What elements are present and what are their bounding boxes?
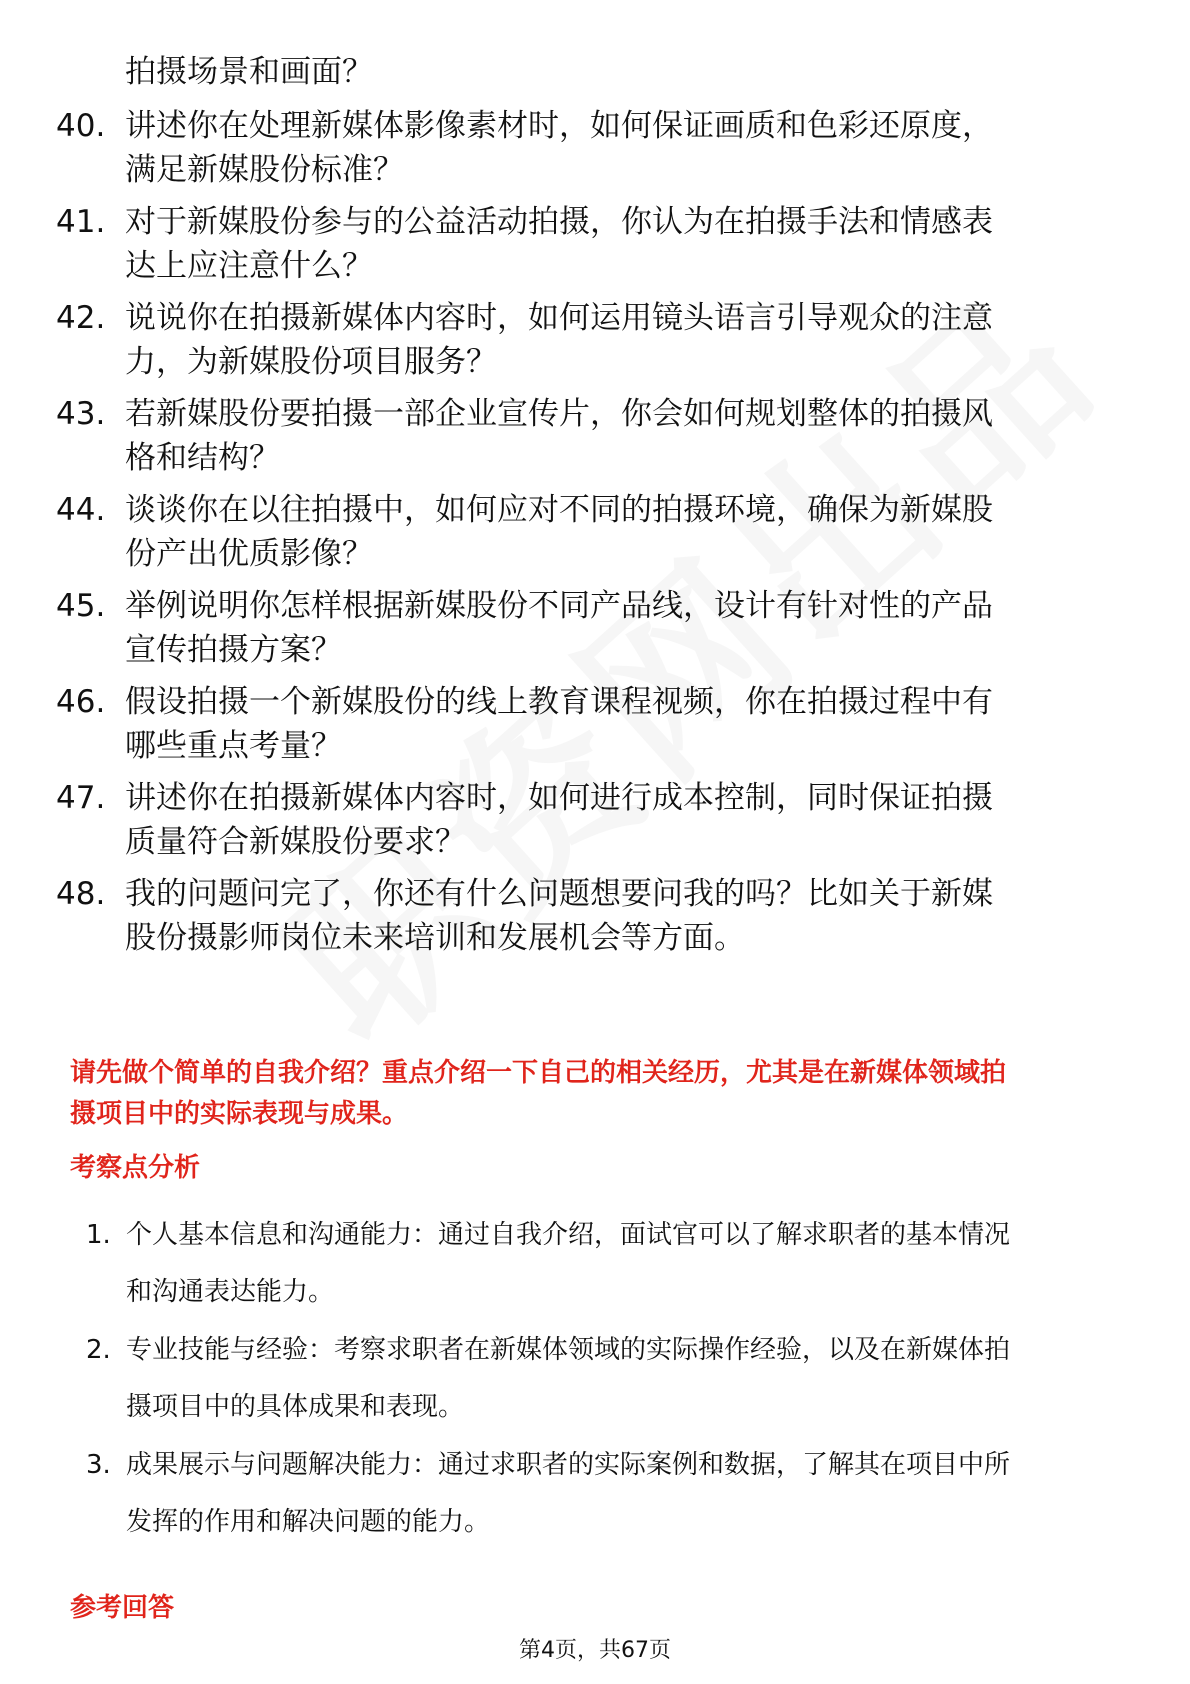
highlight-question-line: 摄项目中的实际表现与成果。 bbox=[70, 1099, 409, 1129]
analysis-line: 摄项目中的具体成果和表现。 bbox=[126, 1392, 465, 1422]
analysis-line: 和沟通表达能力。 bbox=[126, 1277, 335, 1307]
analysis-line: 成果展示与问题解决能力：通过求职者的实际案例和数据，了解其在项目中所 bbox=[126, 1450, 1011, 1480]
question-number: 47. bbox=[56, 780, 106, 816]
question-text bbox=[125, 680, 1125, 768]
question-number: 46. bbox=[56, 684, 106, 720]
question-line: 达上应注意什么？ bbox=[125, 248, 373, 284]
question-line: 份产出优质影像？ bbox=[125, 536, 373, 572]
analysis-line: 专业技能与经验：考察求职者在新媒体领域的实际操作经验，以及在新媒体拍 bbox=[126, 1335, 1011, 1365]
analysis-line: 个人基本信息和沟通能力：通过自我介绍，面试官可以了解求职者的基本情况 bbox=[126, 1220, 1011, 1250]
question-text bbox=[125, 872, 1125, 960]
question-line: 满足新媒股份标准？ bbox=[125, 152, 404, 188]
analysis-number: 1. bbox=[86, 1220, 111, 1250]
highlight-question-line: 请先做个简单的自我介绍？重点介绍一下自己的相关经历，尤其是在新媒体领域拍 bbox=[70, 1058, 1007, 1088]
question-text bbox=[125, 392, 1125, 480]
question-line: 谈谈你在以往拍摄中，如何应对不同的拍摄环境，确保为新媒股 bbox=[125, 492, 993, 528]
question-text bbox=[125, 776, 1125, 864]
question-line: 股份摄影师岗位未来培训和发展机会等方面。 bbox=[125, 920, 745, 956]
question-number: 45. bbox=[56, 588, 106, 624]
question-number: 42. bbox=[56, 300, 106, 336]
question-number: 40. bbox=[56, 108, 106, 144]
question-line: 说说你在拍摄新媒体内容时，如何运用镜头语言引导观众的注意 bbox=[125, 300, 993, 336]
question-text bbox=[125, 200, 1125, 288]
question-line: 哪些重点考量？ bbox=[125, 728, 342, 764]
question-number: 41. bbox=[56, 204, 106, 240]
question-text bbox=[125, 584, 1125, 672]
question-text bbox=[125, 488, 1125, 576]
page-footer: 第4页，共67页 bbox=[519, 1638, 671, 1663]
highlight-question bbox=[70, 1053, 1130, 1135]
reference-answer-title: 参考回答 bbox=[70, 1593, 175, 1623]
question-text bbox=[125, 296, 1125, 384]
question-line: 质量符合新媒股份要求？ bbox=[125, 824, 466, 860]
analysis-number: 2. bbox=[86, 1335, 111, 1365]
question-line: 格和结构？ bbox=[125, 440, 280, 476]
analysis-title: 考察点分析 bbox=[70, 1153, 201, 1183]
continued-question-line: 拍摄场景和画面？ bbox=[125, 54, 373, 90]
question-line: 若新媒股份要拍摄一部企业宣传片，你会如何规划整体的拍摄风 bbox=[125, 396, 993, 432]
question-line: 举例说明你怎样根据新媒股份不同产品线，设计有针对性的产品 bbox=[125, 588, 993, 624]
question-text bbox=[125, 104, 1125, 192]
question-line: 讲述你在处理新媒体影像素材时，如何保证画质和色彩还原度， bbox=[125, 108, 993, 144]
question-line: 我的问题问完了，你还有什么问题想要问我的吗？比如关于新媒 bbox=[125, 876, 993, 912]
question-line: 力，为新媒股份项目服务？ bbox=[125, 344, 497, 380]
question-line: 假设拍摄一个新媒股份的线上教育课程视频，你在拍摄过程中有 bbox=[125, 684, 993, 720]
analysis-text bbox=[126, 1322, 1010, 1436]
question-line: 宣传拍摄方案？ bbox=[125, 632, 342, 668]
question-number: 44. bbox=[56, 492, 106, 528]
question-line: 对于新媒股份参与的公益活动拍摄，你认为在拍摄手法和情感表 bbox=[125, 204, 993, 240]
question-number: 43. bbox=[56, 396, 106, 432]
question-number: 48. bbox=[56, 876, 106, 912]
analysis-number: 3. bbox=[86, 1450, 111, 1480]
analysis-text bbox=[126, 1437, 1010, 1551]
analysis-line: 发挥的作用和解决问题的能力。 bbox=[126, 1507, 491, 1537]
question-line: 讲述你在拍摄新媒体内容时，如何进行成本控制，同时保证拍摄 bbox=[125, 780, 993, 816]
analysis-text bbox=[126, 1207, 1010, 1321]
